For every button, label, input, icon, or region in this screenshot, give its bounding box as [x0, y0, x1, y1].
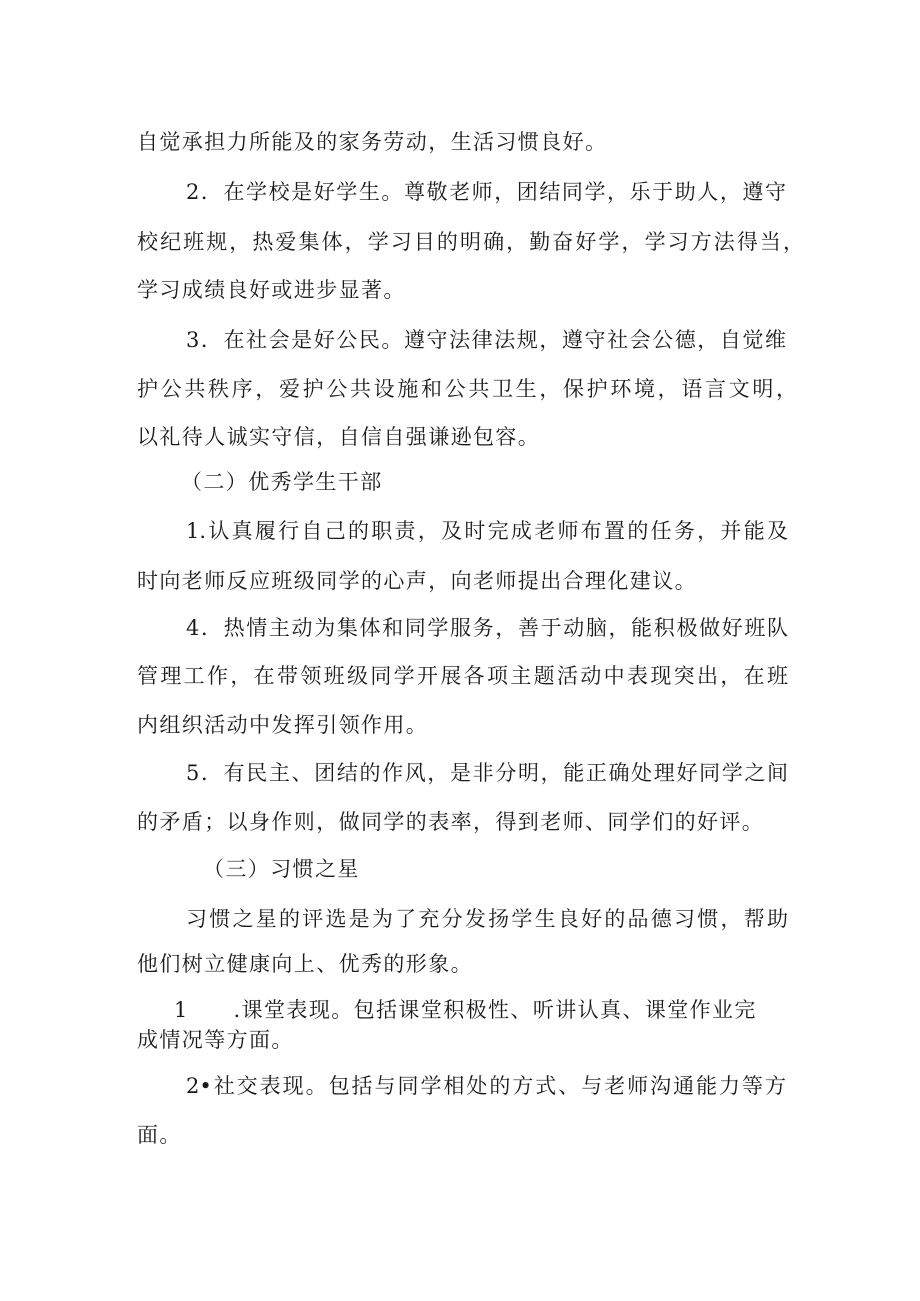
text-line: 的矛盾；以身作则，做同学的表率，得到老师、同学们的好评。 [137, 810, 765, 834]
text-line: 1 .课堂表现。包括课堂积极性、听讲认真、课堂作业完 [174, 998, 757, 1022]
text-line: 4．热情主动为集体和同学服务，善于动脑，能积极做好班队 [186, 616, 788, 640]
text-line: 1.认真履行自己的职责，及时完成老师布置的任务，并能及 [186, 519, 788, 543]
text-line: 管理工作，在带领班级同学开展各项主题活动中表现突出，在班 [137, 664, 788, 688]
text-line: 内组织活动中发挥引领作用。 [137, 713, 429, 737]
text-line: 自觉承担力所能及的家务劳动，生活习惯良好。 [137, 130, 608, 154]
text-line: 护公共秩序，爱护公共设施和公共卫生，保护环境，语言文明， [137, 377, 797, 401]
text-line: 2．在学校是好学生。尊敬老师，团结同学，乐于助人，遵守 [186, 180, 786, 204]
text-line: 3．在社会是好公民。遵守法律法规，遵守社会公德，自觉维 [186, 328, 786, 352]
text-line: 习惯之星的评选是为了充分发扬学生良好的品德习惯，帮助 [186, 907, 788, 931]
text-line: 他们树立健康向上、优秀的形象。 [137, 952, 473, 976]
section-heading: （二）优秀学生干部 [181, 470, 383, 494]
text-line: 5．有民主、团结的作风，是非分明，能正确处理好同学之间 [186, 761, 788, 785]
text-line: 面。 [137, 1123, 182, 1147]
text-line: 时向老师反应班级同学的心声，向老师提出合理化建议。 [137, 569, 697, 593]
text-line: 学习成绩良好或进步显著。 [137, 278, 406, 302]
text-line: 2•社交表现。包括与同学相处的方式、与老师沟通能力等方 [186, 1074, 786, 1098]
text-line: 成情况等方面。 [137, 1028, 294, 1052]
text-line: 校纪班规，热爱集体，学习目的明确，勤奋好学，学习方法得当， [137, 230, 804, 254]
section-heading: （三）习惯之星 [203, 857, 360, 881]
text-line: 以礼待人诚实守信，自信自强谦逊包容。 [137, 425, 541, 449]
